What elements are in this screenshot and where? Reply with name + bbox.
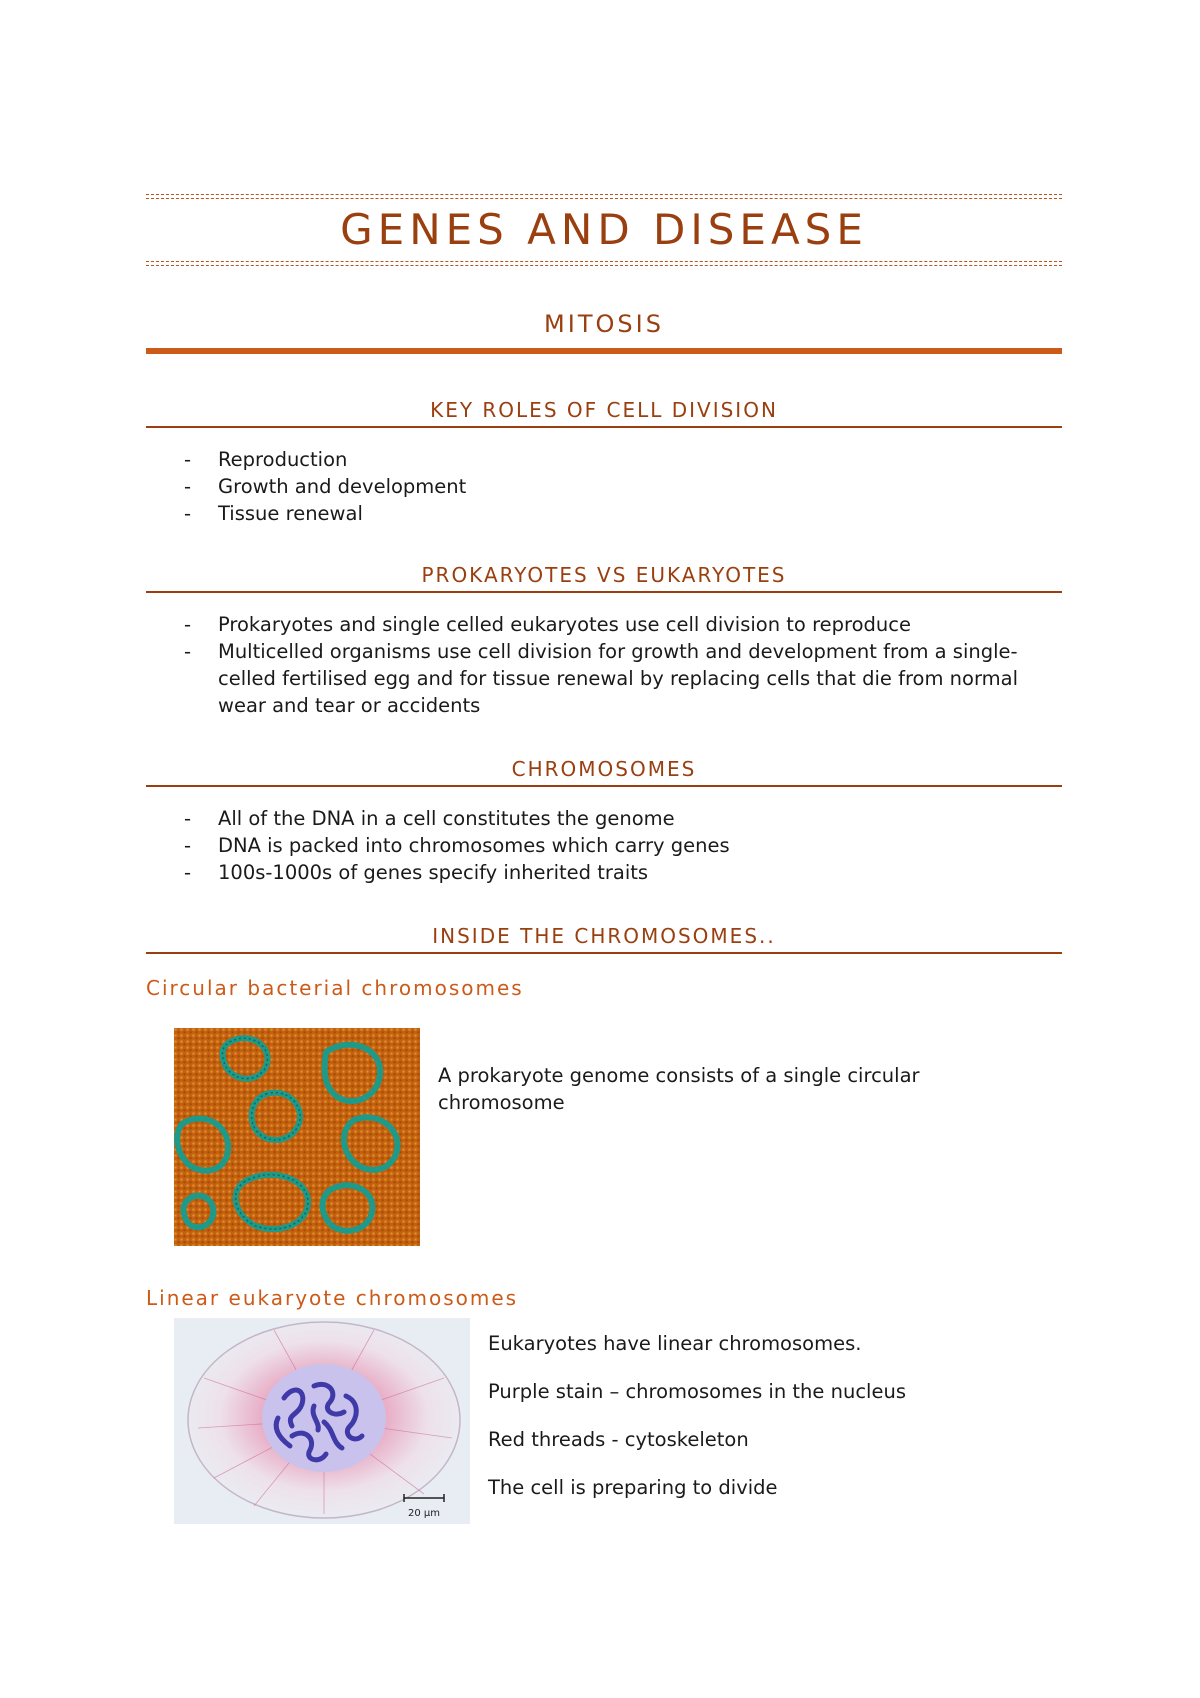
heading-key-roles: KEY ROLES OF CELL DIVISION: [430, 398, 778, 422]
section-heading-mitosis: MITOSIS: [544, 310, 664, 338]
linear-figure-row: [146, 1318, 1062, 1540]
list-item: - Reproduction: [184, 448, 348, 471]
linear-line: Red threads - cytoskeleton: [488, 1428, 749, 1451]
heading-prokaryotes-vs-eukaryotes: PROKARYOTES VS EUKARYOTES: [421, 563, 787, 587]
prokaryotes-list: [146, 611, 1062, 719]
bacterial-chromosome-image: [174, 1028, 420, 1246]
list-item: - Prokaryotes and single celled eukaryotes use cell division to reproduce: [184, 613, 912, 636]
subheading-linear: Linear eukaryote chromosomes: [146, 1286, 519, 1310]
list-item: - Growth and development: [184, 475, 467, 498]
linear-line: Eukaryotes have linear chromosomes.: [488, 1332, 862, 1355]
list-item: - 100s-1000s of genes specify inherited traits: [184, 861, 649, 884]
circular-figure-row: [146, 1022, 1062, 1280]
title-bottom-rule: [146, 261, 1062, 266]
section-rule: [146, 348, 1062, 354]
linear-description: [488, 1330, 1048, 1501]
title-top-rule: [146, 194, 1062, 199]
page-title: GENES AND DISEASE: [340, 205, 868, 254]
eukaryote-cell-image: [174, 1318, 470, 1524]
list-item: - All of the DNA in a cell constitutes the genome: [184, 807, 675, 830]
heading-rule: [146, 952, 1062, 954]
linear-line: Purple stain – chromosomes in the nucleus: [488, 1380, 906, 1403]
list-item: - Multicelled organisms use cell division for growth and development from a single-celled fertilised egg and for tissue renewal by replacing cells that die from normal wear and tear or accidents: [184, 640, 1019, 717]
circular-description: A prokaryote genome consists of a single circular chromosome: [438, 1064, 920, 1114]
subheading-circular: Circular bacterial chromosomes: [146, 976, 524, 1000]
heading-chromosomes: CHROMOSOMES: [511, 757, 697, 781]
list-item: - Tissue renewal: [184, 502, 363, 525]
heading-rule: [146, 591, 1062, 593]
chromosomes-list: [146, 805, 1062, 886]
key-roles-list: [146, 446, 1062, 527]
linear-line: The cell is preparing to divide: [488, 1476, 778, 1499]
title-block: [146, 194, 1062, 266]
scale-bar-label: 20 µm: [407, 1508, 441, 1519]
heading-rule: [146, 426, 1062, 428]
document-content: [146, 194, 1062, 1540]
heading-inside-chromosomes: INSIDE THE CHROMOSOMES..: [432, 924, 776, 948]
heading-rule: [146, 785, 1062, 787]
list-item: - DNA is packed into chromosomes which carry genes: [184, 834, 730, 857]
